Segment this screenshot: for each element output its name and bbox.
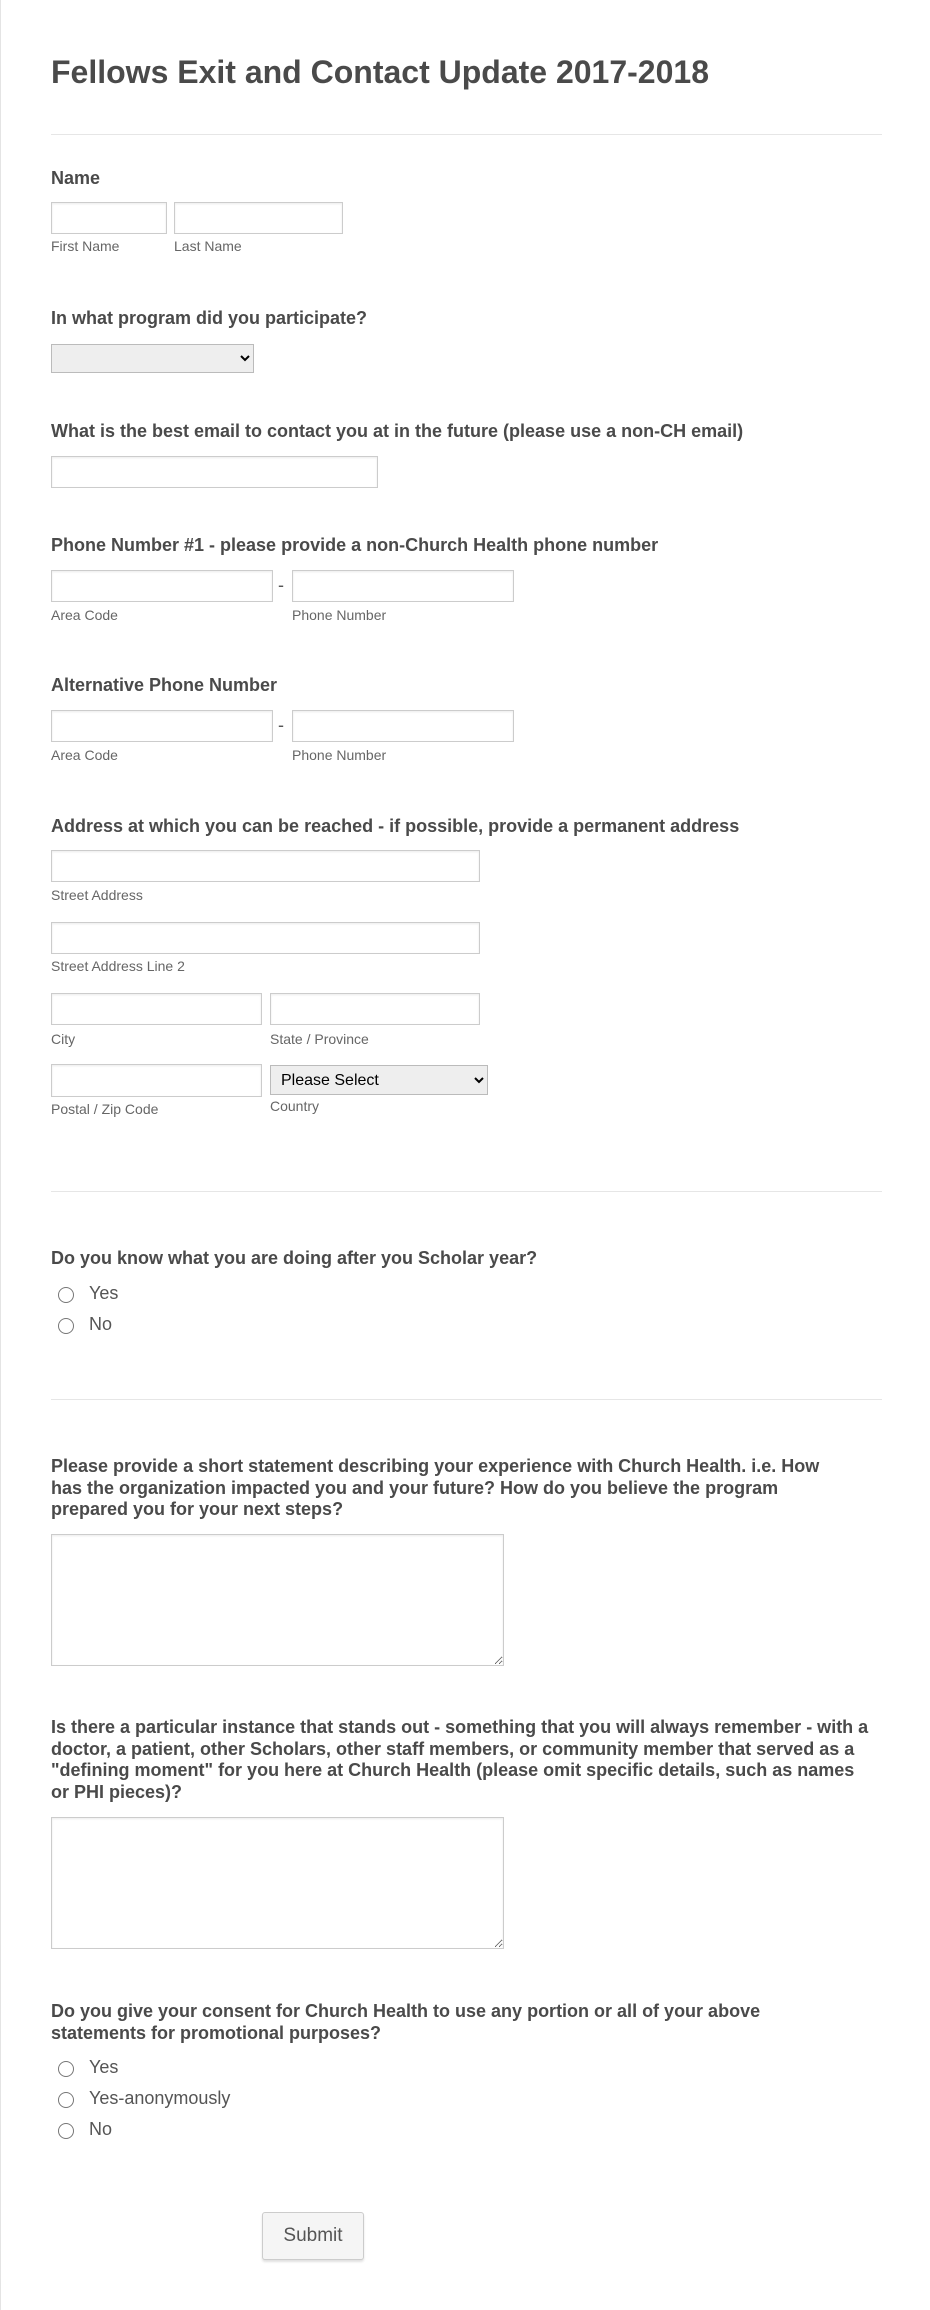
first-name-input[interactable] xyxy=(51,202,167,234)
phone1-number-sublabel: Phone Number xyxy=(292,607,387,623)
phone1-area-code-input[interactable] xyxy=(51,570,273,602)
phone1-separator: - xyxy=(278,575,284,595)
street-address-line2-sublabel: Street Address Line 2 xyxy=(51,958,185,974)
divider xyxy=(51,1399,882,1400)
consent-no-radio[interactable] xyxy=(58,2123,74,2139)
consent-yes-radio[interactable] xyxy=(58,2061,74,2077)
statement-textarea[interactable] xyxy=(51,1534,504,1666)
phone2-area-sublabel: Area Code xyxy=(51,747,118,763)
state-province-sublabel: State / Province xyxy=(270,1031,369,1047)
after-year-no-label[interactable]: No xyxy=(89,1314,113,1334)
submit-button[interactable]: Submit xyxy=(262,2212,364,2260)
phone1-area-sublabel: Area Code xyxy=(51,607,118,623)
instance-label: Is there a particular instance that stands out - something that you will always remember - with a doctor, a patient, other Scholars, other staff members, or community member that served as a "defining moment" for you here at Church Health (please omit specific details, such as names or PHI pieces)? xyxy=(51,1717,869,1802)
city-sublabel: City xyxy=(51,1031,76,1047)
first-name-sublabel: First Name xyxy=(51,238,120,254)
street-address-sublabel: Street Address xyxy=(51,887,143,903)
divider xyxy=(51,1191,882,1192)
country-sublabel: Country xyxy=(270,1098,320,1114)
phone1-number-input[interactable] xyxy=(292,570,514,602)
phone2-separator: - xyxy=(278,715,284,735)
email-label: What is the best email to contact you at in the future (please use a non-CH email) xyxy=(51,421,744,441)
instance-textarea[interactable] xyxy=(51,1817,504,1949)
state-province-input[interactable] xyxy=(270,993,480,1025)
postal-code-input[interactable] xyxy=(51,1064,262,1097)
program-label: In what program did you participate? xyxy=(51,308,368,328)
email-input[interactable] xyxy=(51,456,378,488)
statement-label: Please provide a short statement describing your experience with Church Health. i.e. How has the organization impacted you and your future? How do you believe the program prepared you for your next steps? xyxy=(51,1456,820,1519)
consent-label: Do you give your consent for Church Health to use any portion or all of your above statements for promotional purposes? xyxy=(51,2001,761,2043)
consent-anonymous-label[interactable]: Yes-anonymously xyxy=(89,2088,231,2108)
street-address-input[interactable] xyxy=(51,850,480,882)
program-select[interactable] xyxy=(51,344,254,373)
after-year-yes-radio[interactable] xyxy=(58,1287,74,1303)
postal-code-sublabel: Postal / Zip Code xyxy=(51,1101,159,1117)
consent-yes-label[interactable]: Yes xyxy=(89,2057,119,2077)
consent-no-label[interactable]: No xyxy=(89,2119,113,2139)
country-select[interactable] xyxy=(270,1065,488,1095)
form-title: Fellows Exit and Contact Update 2017-2018 xyxy=(51,54,709,90)
city-input[interactable] xyxy=(51,993,262,1025)
phone2-number-sublabel: Phone Number xyxy=(292,747,387,763)
last-name-input[interactable] xyxy=(174,202,343,234)
after-year-yes-label[interactable]: Yes xyxy=(89,1283,119,1303)
phone2-label: Alternative Phone Number xyxy=(51,675,278,695)
phone1-label: Phone Number #1 - please provide a non-Church Health phone number xyxy=(51,535,659,555)
divider xyxy=(51,134,882,135)
name-label: Name xyxy=(51,168,101,188)
street-address-line2-input[interactable] xyxy=(51,922,480,954)
consent-anonymous-radio[interactable] xyxy=(58,2092,74,2108)
address-label: Address at which you can be reached - if possible, provide a permanent address xyxy=(51,816,740,836)
last-name-sublabel: Last Name xyxy=(174,238,242,254)
after-year-label: Do you know what you are doing after you Scholar year? xyxy=(51,1248,538,1268)
after-year-no-radio[interactable] xyxy=(58,1318,74,1334)
phone2-number-input[interactable] xyxy=(292,710,514,742)
phone2-area-code-input[interactable] xyxy=(51,710,273,742)
